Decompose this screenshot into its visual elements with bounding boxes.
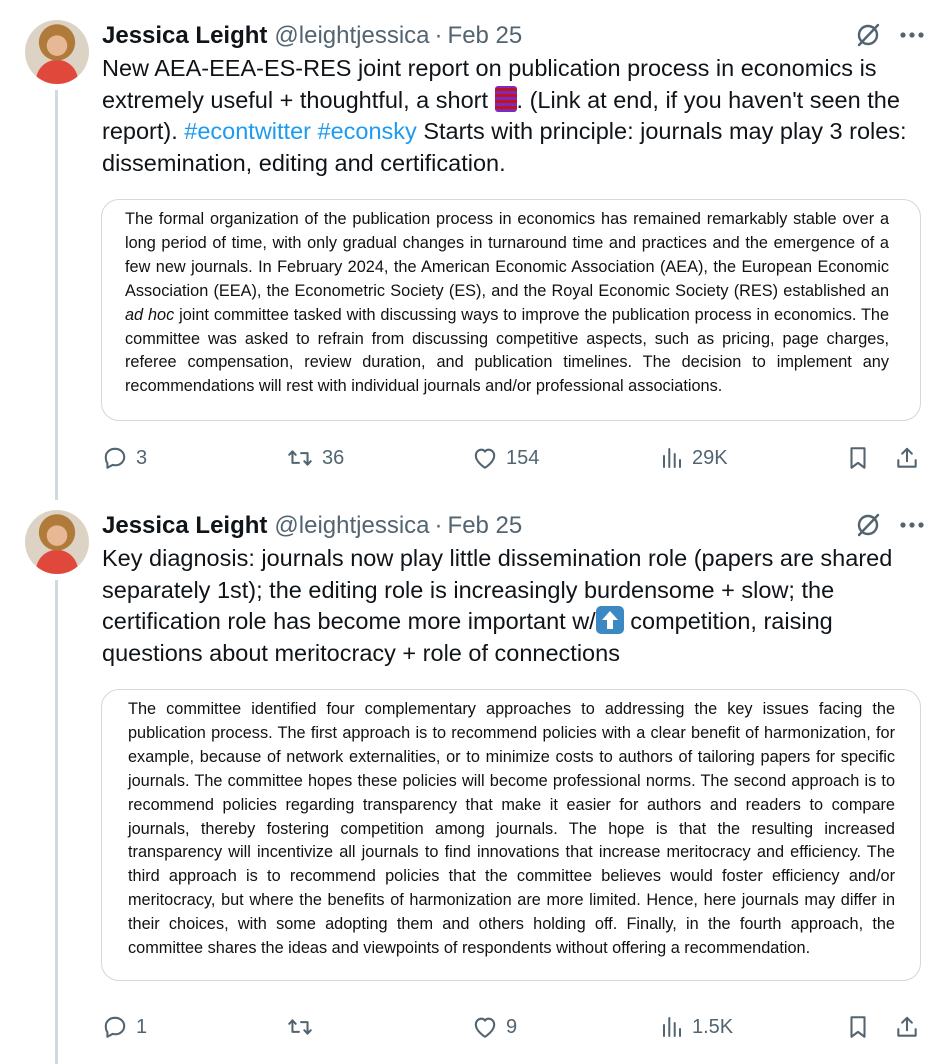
share-icon	[894, 445, 920, 471]
author-handle[interactable]: @leightjessica	[274, 512, 430, 539]
bookmark-icon	[846, 445, 870, 471]
repost-icon	[286, 1014, 314, 1040]
quoted-image-text: The committee identified four complementary approaches to addressing the key issues facing the publication process. The first approach is to recommend policies with a clear benefit of harmonization, for example, because of network externalities, or to minimize costs to authors of tailoring papers for specific journals. The committee hopes these policies will become professional norms. The second approach is to recommend policies regarding transparency that make it easier for authors and readers to compare journals, thereby fostering competition among journals. The hope is that the resulting increased transparency will incentivize all journals to find innovations that increase meritocracy and efficiency. The third approach is to recommend policies that the committee believes would foster efficiency and/or meritocracy, but where the benefits of harmonization are more limited. Hence, here journals may differ in their choices, with some adopting them and others holding off. Finally, in the fourth approach, the committee shares the ideas and viewpoints of respondents without offering a recommendation.	[128, 700, 895, 958]
share-button[interactable]	[894, 438, 920, 478]
grok-icon[interactable]	[855, 512, 881, 538]
like-button[interactable]	[472, 438, 539, 478]
views-icon	[660, 1015, 684, 1039]
hashtag-link[interactable]: #econsky	[317, 118, 417, 144]
author-name[interactable]: Jessica Leight	[102, 512, 268, 539]
tweet-text-part: Starts with principle: journals may play 3 roles: dissemination, editing and certification.	[102, 118, 907, 176]
quote-text-part: joint committee tasked with discussing ways to improve the publication process in economics. The committee was asked to refrain from discussing competitive aspects, such as pricing, page charges, referee compensation, review duration, and publication timelines. The decision to implement any recommendations will rest with individual journals and/or professional associations.	[125, 305, 890, 396]
thread-emoji-icon	[495, 86, 517, 112]
views-count: 1.5K	[692, 1015, 734, 1038]
tweet-text-part: New AEA-EEA-ES-RES joint report on publication process in economics is extremely useful + thoughtful, a short	[102, 55, 877, 113]
reply-count: 3	[136, 446, 148, 469]
tweet-date[interactable]: Feb 25	[447, 22, 523, 49]
tweet-header	[102, 510, 925, 542]
action-bar	[102, 1007, 922, 1047]
quote-text-italic: ad hoc	[125, 305, 175, 324]
repost-button[interactable]	[286, 1007, 322, 1047]
bookmark-button[interactable]	[846, 438, 870, 478]
heart-icon	[472, 1015, 498, 1039]
separator-dot: ·	[434, 512, 443, 539]
tweet-text-part: . (Link at end, if you haven't seen the report).	[102, 86, 900, 144]
quoted-image[interactable]	[101, 689, 921, 981]
quoted-image-text	[102, 200, 920, 399]
more-options-icon[interactable]	[899, 521, 925, 529]
avatar[interactable]	[25, 510, 89, 574]
quoted-image[interactable]	[101, 199, 921, 421]
share-button[interactable]	[894, 1007, 920, 1047]
hashtag-link[interactable]: #econtwitter	[184, 118, 311, 144]
up-arrow-icon	[596, 606, 624, 634]
repost-button[interactable]	[286, 438, 344, 478]
tweet[interactable]	[0, 0, 945, 490]
reply-icon	[102, 445, 128, 471]
action-bar	[102, 438, 922, 478]
reply-count: 1	[136, 1015, 148, 1038]
views-button[interactable]	[660, 1007, 733, 1047]
views-button[interactable]	[660, 438, 728, 478]
like-button[interactable]	[472, 1007, 517, 1047]
header-icons	[855, 512, 925, 538]
tweet-date[interactable]: Feb 25	[447, 512, 523, 539]
thread-line	[55, 90, 58, 500]
avatar[interactable]	[25, 20, 89, 84]
author-name[interactable]: Jessica Leight	[102, 22, 268, 49]
repost-count: 36	[322, 446, 345, 469]
author-handle[interactable]: @leightjessica	[274, 22, 430, 49]
share-icon	[894, 1014, 920, 1040]
like-count: 9	[506, 1015, 518, 1038]
tweet[interactable]	[0, 490, 945, 1064]
heart-icon	[472, 446, 498, 470]
reply-button[interactable]	[102, 438, 147, 478]
more-options-icon[interactable]	[899, 31, 925, 39]
bookmark-icon	[846, 1014, 870, 1040]
reply-icon	[102, 1014, 128, 1040]
tweet-text-part: Key diagnosis: journals now play little dissemination role (papers are shared separately 1st); the editing role is increasingly burdensome + slow; the certification role has become more important w/	[102, 545, 893, 634]
views-icon	[660, 446, 684, 470]
tweet-header	[102, 20, 925, 52]
grok-icon[interactable]	[855, 22, 881, 48]
bookmark-button[interactable]	[846, 1007, 870, 1047]
reply-button[interactable]	[102, 1007, 147, 1047]
quote-text-part: The formal organization of the publication process in economics has remained remarkably stable over a long period of time, with only gradual changes in turnaround time and practices and the emergence of a few new journals. In February 2024, the American Economic Association (AEA), the European Economic Association (EEA), the Econometric Society (ES), and the Royal Economic Society (RES) established an	[125, 210, 889, 300]
header-icons	[855, 22, 925, 48]
tweet-text	[102, 53, 927, 179]
separator-dot: ·	[434, 22, 443, 49]
thread-line	[55, 580, 58, 1064]
views-count: 29K	[692, 446, 728, 469]
like-count: 154	[506, 446, 540, 469]
tweet-text-part: competition, raising questions about meritocracy + role of connections	[102, 608, 833, 666]
tweet-text	[102, 543, 927, 669]
repost-icon	[286, 445, 314, 471]
